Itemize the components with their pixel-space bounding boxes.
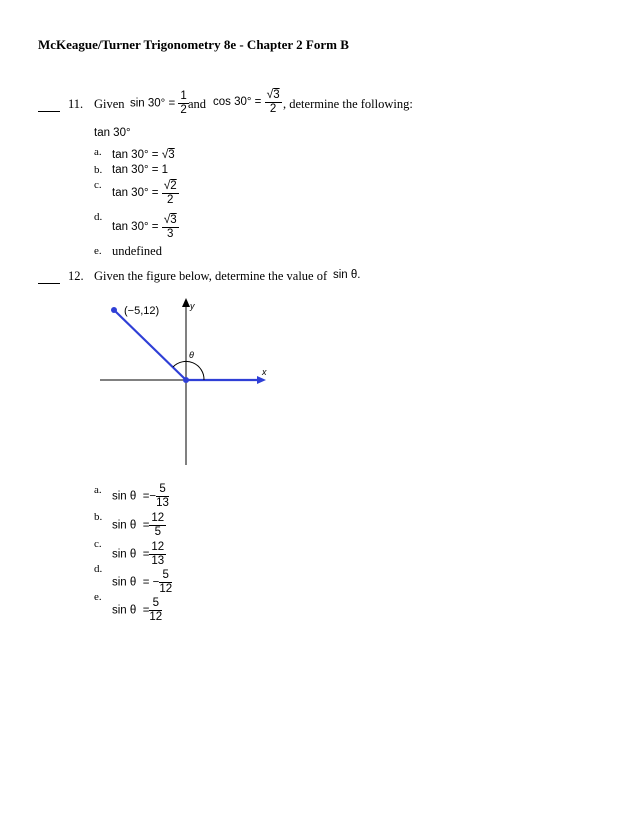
q11-choice-c-label[interactable]: c. (94, 179, 102, 191)
q12-choice-c: sin θ = $\frac{12}{13}$ (112, 541, 165, 567)
q11-prompt: tan 30° (94, 127, 131, 139)
q11-choice-b: tan 30° = 1 (112, 164, 169, 176)
q11-sin-expression: sin 30° = $\frac{1}{2}$ (130, 90, 187, 116)
question-11-number: 11. (68, 97, 84, 111)
q12-choice-d-label[interactable]: d. (94, 563, 103, 575)
answer-blank-12[interactable] (38, 283, 60, 284)
y-axis-label: y (190, 301, 195, 311)
page-title: McKeague/Turner Trigonometry 8e - Chapter 2 Form B (38, 37, 349, 52)
point-label: (−5,12) (124, 305, 160, 317)
q12-choice-c-label[interactable]: c. (94, 538, 102, 550)
question-11-given: Given (94, 97, 125, 111)
question-12-expr: sin θ. (333, 269, 361, 281)
q12-choice-b-label[interactable]: b. (94, 511, 103, 523)
q12-choice-b: sin θ = $\frac{12}{5}$ (112, 512, 165, 538)
point-marker (111, 307, 117, 313)
q11-choice-e-label[interactable]: e. (94, 245, 102, 257)
q11-choice-d-label[interactable]: d. (94, 211, 103, 223)
question-12-number: 12. (68, 269, 84, 283)
origin-marker (183, 377, 189, 383)
q11-choice-a-label[interactable]: a. (94, 146, 102, 158)
y-axis-arrow (182, 298, 190, 307)
q12-choice-a: sin θ =− $\frac{5}{13}$ (112, 483, 169, 509)
q11-choice-e: undefined (112, 244, 162, 258)
q11-choice-b-label[interactable]: b. (94, 164, 103, 176)
q11-choice-a: tan 30° = √3 (112, 147, 175, 161)
question-11-tail: , determine the following: (283, 97, 413, 111)
angle-label: θ (189, 350, 194, 360)
q12-choice-d: sin θ = − $\frac{5}{12}$ (112, 569, 173, 595)
q12-choice-e: sin θ = $\frac{5}{12}$ (112, 597, 163, 623)
answer-blank-11[interactable] (38, 111, 60, 112)
q11-cos-expression: cos 30° = $\frac{√3}{2}$ (213, 87, 280, 115)
q12-choice-a-label[interactable]: a. (94, 484, 102, 496)
question-12-text: Given the figure below, determine the value of (94, 269, 328, 283)
q11-choice-d: tan 30° = $\frac{√3}{3}$ (112, 212, 177, 240)
initial-side-arrow (257, 376, 266, 384)
x-axis-label: x (262, 367, 267, 377)
q11-choice-c: tan 30° = $\frac{√2}{2}$ (112, 178, 177, 206)
angle-figure (95, 295, 285, 467)
q12-choice-e-label[interactable]: e. (94, 591, 102, 603)
question-11-and: and (188, 97, 207, 111)
terminal-side (114, 310, 186, 380)
